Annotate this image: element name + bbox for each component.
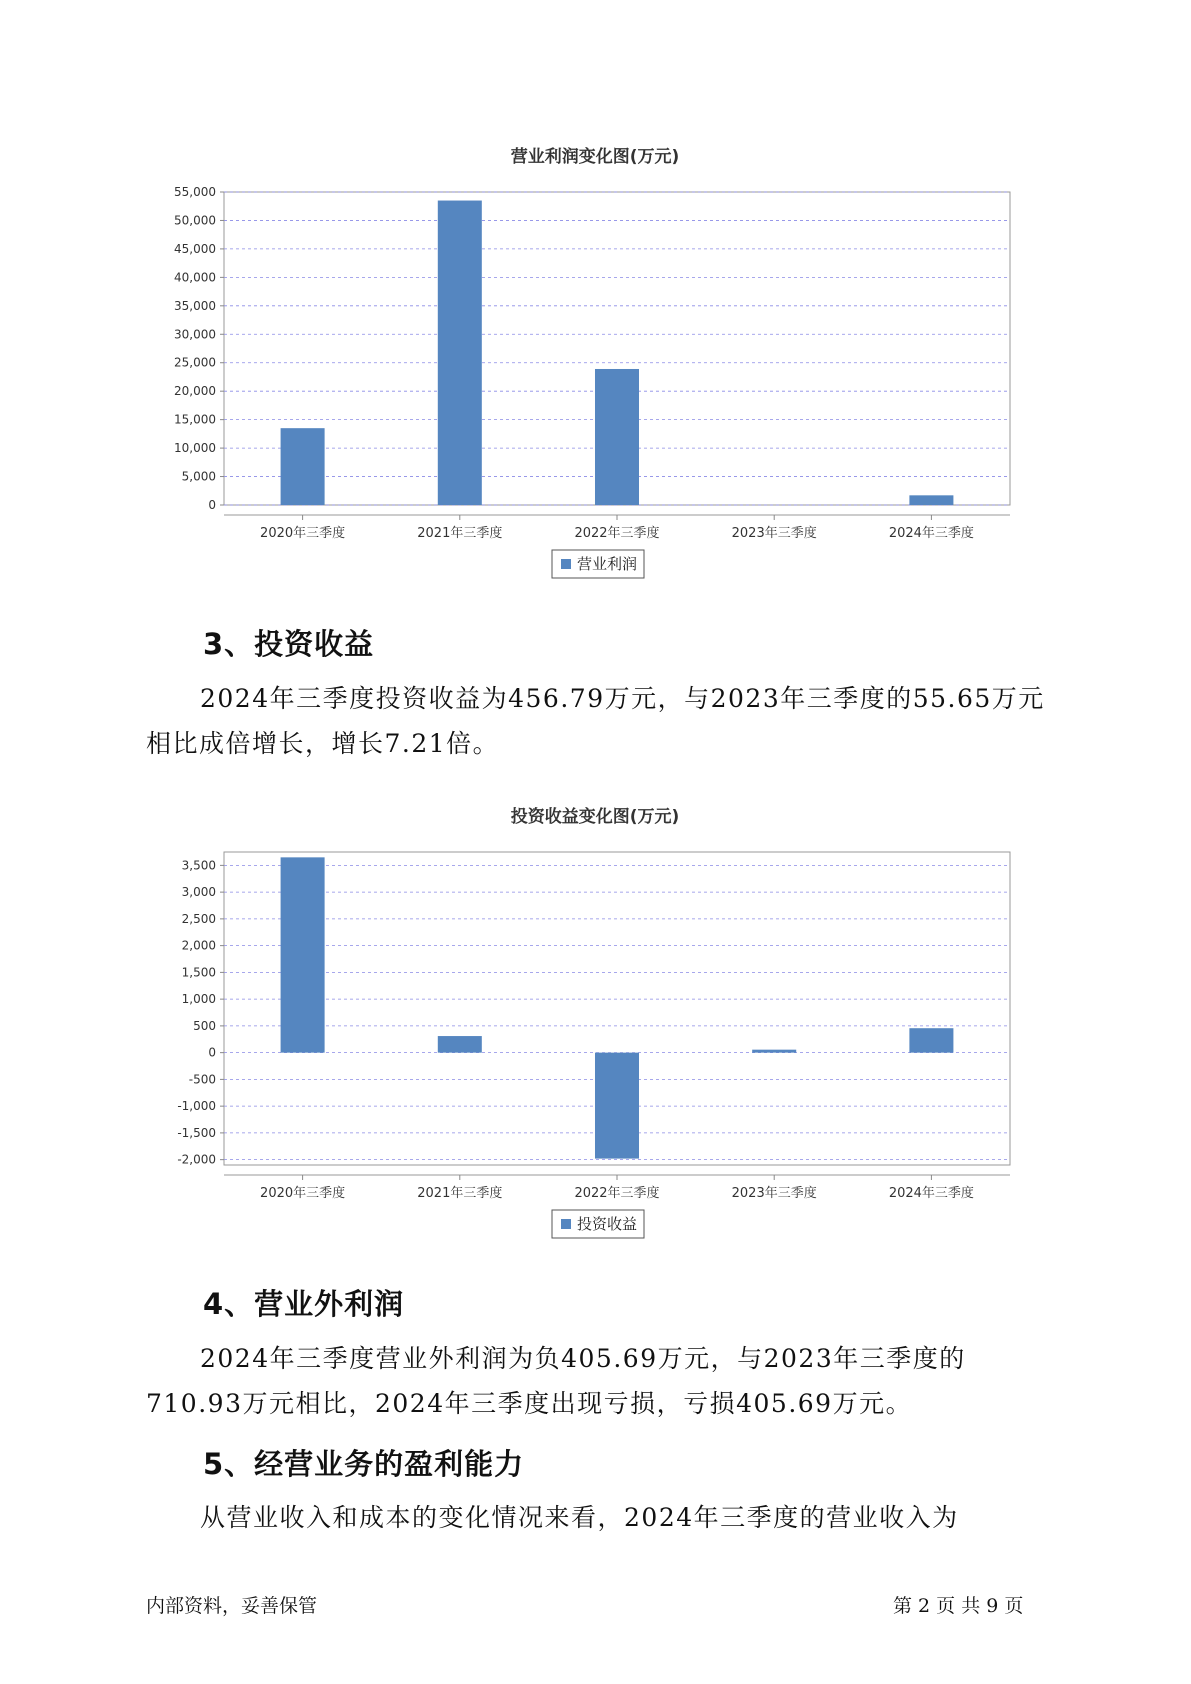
- y-tick-label: 50,000: [174, 213, 216, 228]
- x-tick-label: 2021年三季度: [417, 1186, 503, 1201]
- bar: [909, 1028, 953, 1052]
- y-tick-label: 500: [193, 1018, 216, 1033]
- y-tick-label: 2,000: [181, 938, 216, 953]
- y-tick-label: 10,000: [174, 441, 216, 456]
- legend: [552, 1210, 644, 1238]
- y-tick-label: 35,000: [174, 298, 216, 313]
- y-tick-label: 15,000: [174, 412, 216, 427]
- operating-profit-chart-svg: [0, 130, 1191, 600]
- bar: [595, 1053, 639, 1159]
- bar: [752, 1050, 796, 1053]
- bar: [438, 201, 482, 505]
- x-tick-label: 2024年三季度: [888, 1186, 974, 1201]
- section-3-paragraph: 2024年三季度投资收益为456.79万元，与2023年三季度的55.65万元相比成倍增长，增长7.21倍。: [146, 684, 1045, 758]
- legend-label: 营业利润: [577, 555, 638, 573]
- y-tick-label: 30,000: [174, 327, 216, 342]
- x-tick-label: 2022年三季度: [574, 526, 660, 541]
- y-tick-label: 2,500: [181, 911, 216, 926]
- y-tick-label: 55,000: [174, 185, 216, 199]
- section-5-paragraph: 从营业收入和成本的变化情况来看，2024年三季度的营业收入为: [200, 1503, 959, 1532]
- x-tick-label: 2024年三季度: [888, 526, 974, 541]
- legend-swatch: [561, 559, 571, 569]
- investment-income-chart: [0, 790, 1191, 1260]
- x-tick-label: 2023年三季度: [731, 1186, 817, 1201]
- section-4-paragraph: 2024年三季度营业外利润为负405.69万元，与2023年三季度的710.93万元相比，2024年三季度出现亏损，亏损405.69万元。: [146, 1344, 966, 1418]
- legend-label: 投资收益: [577, 1215, 638, 1233]
- y-tick-label: 20,000: [174, 384, 216, 399]
- x-tick-label: 2020年三季度: [260, 526, 346, 541]
- chart-title: 投资收益变化图(万元): [510, 807, 680, 827]
- y-tick-label: -500: [188, 1072, 216, 1087]
- footer-page-number: 第 2 页 共 9 页: [893, 1595, 1024, 1617]
- x-tick-label: 2020年三季度: [260, 1186, 346, 1201]
- bar: [281, 428, 325, 505]
- y-tick-label: 1,000: [181, 992, 216, 1007]
- bar: [909, 495, 953, 505]
- y-tick-label: 3,000: [181, 885, 216, 900]
- y-tick-label: 3,500: [181, 858, 216, 873]
- y-tick-label: 5,000: [181, 469, 216, 484]
- investment-income-chart-svg: [0, 790, 1191, 1260]
- y-tick-label: -2,000: [177, 1152, 216, 1167]
- y-tick-label: -1,000: [177, 1099, 216, 1114]
- operating-profit-chart: [0, 130, 1191, 600]
- chart-title: 营业利润变化图(万元): [510, 147, 680, 167]
- y-tick-label: 0: [208, 1045, 216, 1060]
- y-tick-label: 45,000: [174, 241, 216, 256]
- x-tick-label: 2023年三季度: [731, 526, 817, 541]
- bar: [438, 1036, 482, 1053]
- y-tick-label: 1,500: [181, 965, 216, 980]
- footer-note: 内部资料，妥善保管: [146, 1595, 318, 1617]
- y-tick-label: 25,000: [174, 355, 216, 370]
- section-4-heading: 4、营业外利润: [203, 1287, 405, 1321]
- x-tick-label: 2021年三季度: [417, 526, 503, 541]
- legend: [552, 550, 644, 578]
- bar: [595, 369, 639, 505]
- x-tick-label: 2022年三季度: [574, 1186, 660, 1201]
- section-3-heading: 3、投资收益: [203, 627, 375, 661]
- y-tick-label: 40,000: [174, 270, 216, 285]
- legend-swatch: [561, 1219, 571, 1229]
- section-5-heading: 5、经营业务的盈利能力: [203, 1447, 525, 1481]
- bar: [281, 857, 325, 1052]
- y-tick-label: 0: [208, 498, 216, 512]
- y-tick-label: -1,500: [177, 1125, 216, 1140]
